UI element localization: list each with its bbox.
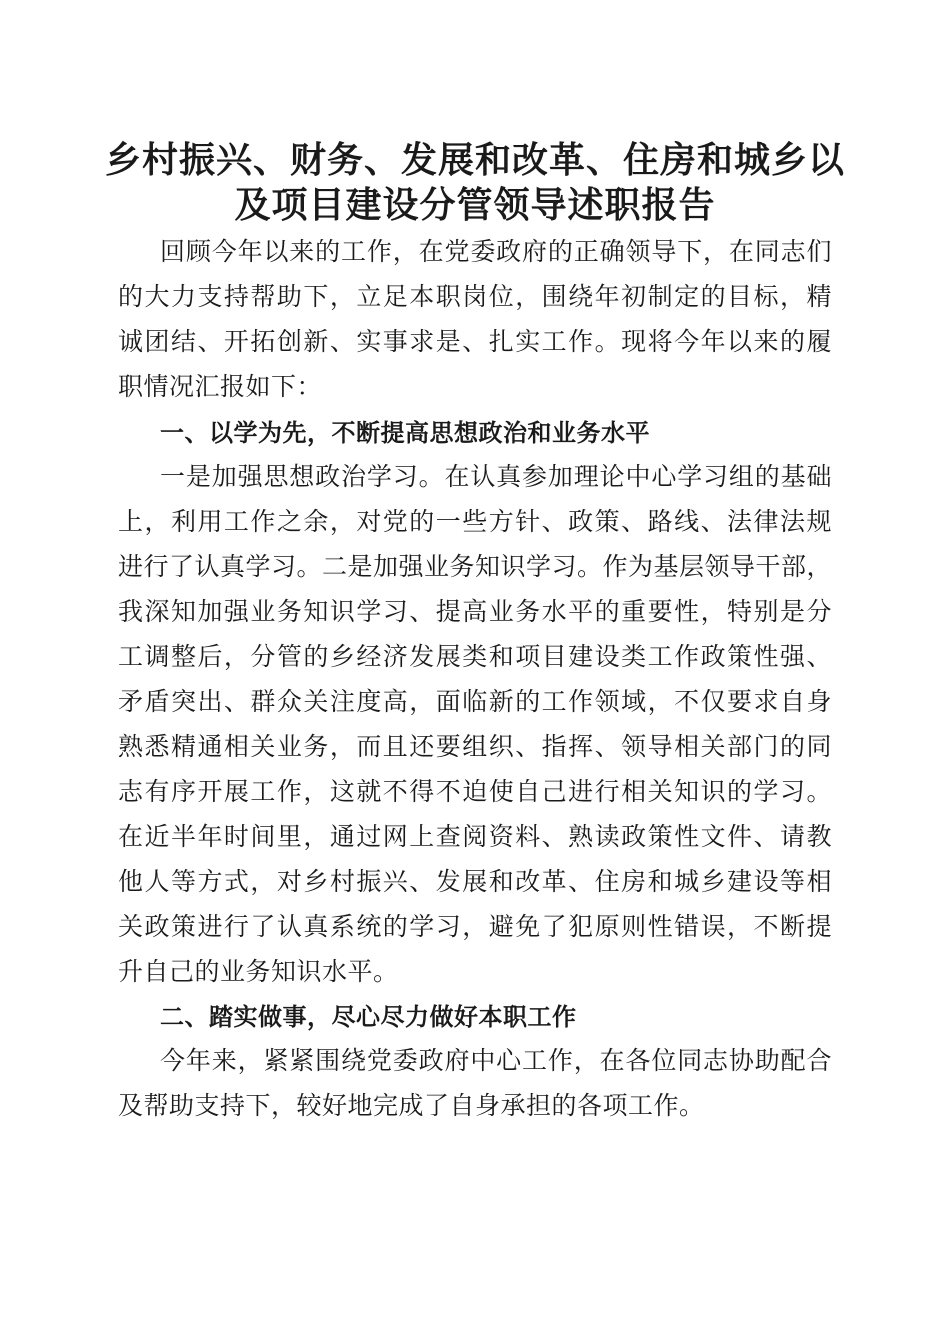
section-1-line-3: 进行了认真学习。二是加强业务知识学习。作为基层领导干部， — [118, 552, 833, 581]
section-2-line-2: 及帮助支持下，较好地完成了自身承担的各项工作。 — [118, 1091, 705, 1120]
section-1-line-1: 一是加强思想政治学习。在认真参加理论中心学习组的基础 — [160, 462, 832, 491]
section-1-line-2: 上，利用工作之余，对党的一些方针、政策、路线、法律法规 — [118, 507, 832, 536]
section-1-heading: 一、以学为先，不断提高思想政治和业务水平 — [160, 419, 650, 447]
section-1-line-12: 升自己的业务知识水平。 — [118, 957, 399, 986]
section-1-line-10: 他人等方式，对乡村振兴、发展和改革、住房和城乡建设等相 — [118, 867, 832, 896]
intro-line-1: 回顾今年以来的工作，在党委政府的正确领导下，在同志们 — [160, 237, 832, 266]
section-1-line-11: 关政策进行了认真系统的学习，避免了犯原则性错误，不断提 — [118, 912, 832, 941]
section-1-line-6: 矛盾突出、群众关注度高，面临新的工作领域，不仅要求自身 — [118, 687, 832, 716]
section-2-heading: 二、踏实做事，尽心尽力做好本职工作 — [160, 1003, 577, 1031]
document-title-line-2: 及项目建设分管领导述职报告 — [234, 184, 716, 226]
intro-line-3: 诚团结、开拓创新、实事求是、扎实工作。现将今年以来的履 — [118, 327, 832, 356]
section-1-line-4: 我深知加强业务知识学习、提高业务水平的重要性，特别是分 — [118, 597, 832, 626]
section-1-line-9: 在近半年时间里，通过网上查阅资料、熟读政策性文件、请教 — [118, 822, 832, 851]
section-1-line-5: 工调整后，分管的乡经济发展类和项目建设类工作政策性强、 — [118, 642, 832, 671]
intro-line-2: 的大力支持帮助下，立足本职岗位，围绕年初制定的目标，精 — [118, 282, 832, 311]
document-title-line-1: 乡村振兴、财务、发展和改革、住房和城乡以 — [104, 139, 845, 181]
section-1-line-7: 熟悉精通相关业务，而且还要组织、指挥、领导相关部门的同 — [118, 732, 832, 761]
section-1-line-8: 志有序开展工作，这就不得不迫使自己进行相关知识的学习。 — [118, 777, 832, 806]
section-2-line-1: 今年来，紧紧围绕党委政府中心工作，在各位同志协助配合 — [160, 1046, 832, 1075]
intro-line-4: 职情况汇报如下： — [118, 372, 323, 401]
